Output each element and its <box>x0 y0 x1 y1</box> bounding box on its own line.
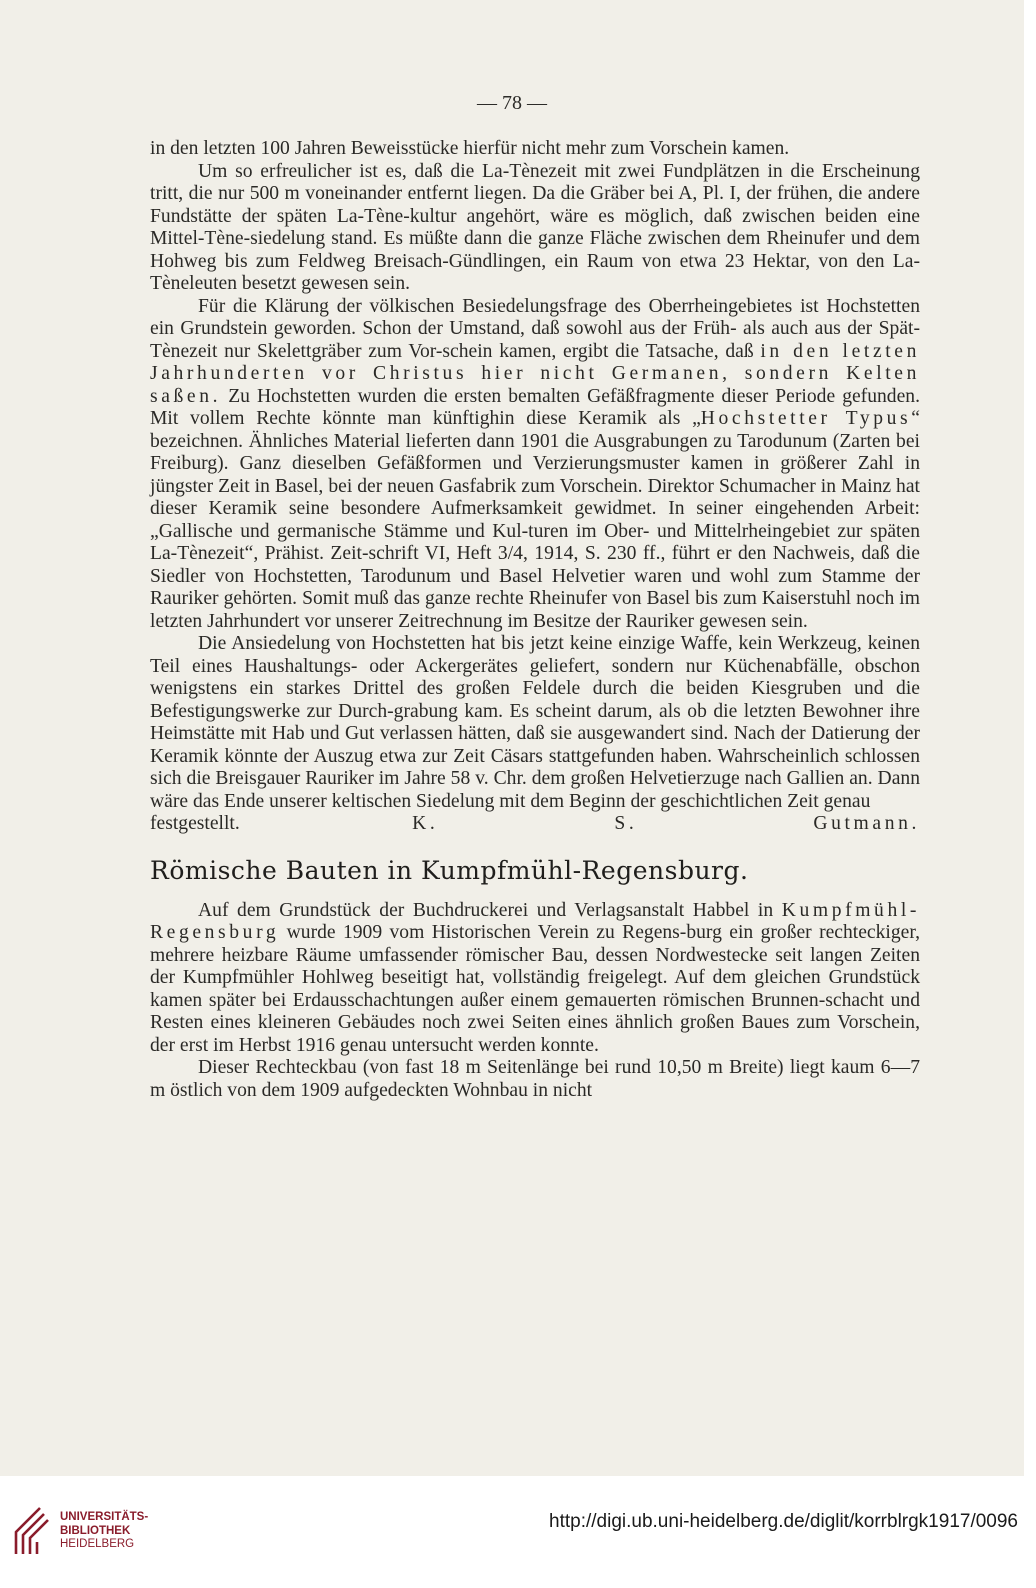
author-signature: K. S. Gutmann. <box>412 813 920 834</box>
paragraph-5-part2: wurde 1909 vom Historischen Verein zu Regens-burg ein großer rechteckiger, mehrere heizbare Räume umfassender römischer Bau, dessen Nordwestecke seit langen Zeiten der Kumpfmühler Hohlweg beseitigt hat, vollständig freigelegt. Auf dem gleichen Grundstück kamen später bei Erdausschachtungen außer einem gemauerten römischen Brunnen-schacht und Resten eines kleineren Gebäudes noch zwei Seiten eines ähnlich großen Baues zum Vorschein, der erst im Herbst 1916 genau untersucht werden konnte. <box>150 922 920 1056</box>
paragraph-2: Um so erfreulicher ist es, daß die La-Tènezeit mit zwei Fundplätzen in die Erscheinung tritt, die nur 500 m voneinander entfernt liegen. Da die Gräber bei A, Pl. I, der frühen, die andere Fundstätte der späten La-Tène-kultur angehört, wäre es möglich, daß zwischen beiden eine Mittel-Tène-siedelung stand. Es müßte dann die ganze Fläche zwischen dem Rheinufer und dem Hohweg bis zum Feldweg Breisach-Gündlingen, ein Raum von etwa 23 Hektar, von den La-Tèneleuten besetzt gewesen sein. <box>150 160 920 294</box>
paragraph-3 <box>150 296 920 634</box>
paragraph-3-part3: “ bezeichnen. Ähnliches Material lieferten dann 1901 die Ausgrabungen zu Tarodunum (Zarten bei Freiburg). Ganz dieselben Gefäßformen und Verzierungsmuster kamen in größerer Zahl in jüngster Zeit in Basel, bei der neuen Gasfabrik zum Vorschein. Direktor Schumacher in Mainz hat dieser Keramik seine besondere Aufmerksamkeit gewidmet. In seiner eingehenden Arbeit: „Gallische und germanische Stämme und Kul-turen im Ober- und Mittelrheingebiet zur späten La-Tènezeit“, Prähist. Zeit-schrift VI, Heft 3/4, 1914, S. 230 ff., führt er den Nachweis, daß die Siedler von Hochstetten, Tarodunum und Basel Helvetier waren und wohl zum Stamme der Rauriker gehörten. Somit muß das ganze rechte Rheinufer von Basel bis zum Kaiserstuhl noch im letzten Jahrhundert vor unserer Zeitrechnung im Besitze der Rauriker gewesen sein. <box>150 408 920 632</box>
library-logo-icon <box>10 1502 52 1558</box>
paragraph-5 <box>150 900 920 1058</box>
library-name-line: UNIVERSITÄTS- <box>60 1511 149 1523</box>
page-number: — 78 — <box>477 92 547 114</box>
library-name-line: HEIDELBERG <box>60 1538 135 1550</box>
article-body <box>150 138 920 1102</box>
signature-line <box>150 813 920 836</box>
spaced-place-name: Kumpfmühl-Regensburg <box>150 899 921 943</box>
spaced-emphasis: in den letzten Jahrhunderten vor Christus hier nicht Germanen, sondern Kelten saßen. <box>150 340 920 407</box>
paragraph-3-part1: Für die Klärung der völkischen Besiedelungsfrage des Oberrheingebietes ist Hochstetten ein Grundstein geworden. Schon der Umstand, daß sowohl aus der Früh- als auch aus der Spät-Tènezeit nur Skelettgräber zum Vor-schein kamen, ergibt die Tatsache, daß <box>150 295 920 362</box>
paragraph-3-part2: Zu Hochstetten wurden die ersten bemalten Gefäßfragmente dieser Periode gefunden. Mit vollem Rechte könnte man künftighin diese Keramik als „ <box>150 385 920 429</box>
paragraph-4-last-line: festgestellt. <box>150 813 240 834</box>
paragraph-4: Die Ansiedelung von Hochstetten hat bis jetzt keine einzige Waffe, kein Werkzeug, keinen Teil eines Haushaltungs- oder Ackergerätes geliefert, sondern nur Küchenabfälle, obschon wenigstens ein starkes Drittel des großen Feldele durch die beiden Kiesgruben und die Befestigungswerke zur Durch-grabung kam. Es scheint darum, als ob die letzten Bewohner ihre Heimstätte mit Hab und Gut verlassen hätten, daß sie ausgewandert sind. Nach der Datierung der Keramik könnte der Auszug etwa zur Zeit Cäsars stattgefunden haben. Wahrscheinlich schlossen sich die Breisgauer Rauriker im Jahre 58 v. Chr. dem großen Helvetierzuge nach Gallien an. Dann wäre das Ende unserer keltischen Siedelung mit dem Beginn der geschichtlichen Zeit genau <box>150 633 920 812</box>
source-url-link[interactable]: http://digi.ub.uni-heidelberg.de/diglit/korrblrgk1917/0096 <box>549 1511 1018 1532</box>
digitization-footer <box>0 1476 1036 1588</box>
spaced-emphasis: Hochstetter Typus <box>700 408 912 429</box>
paragraph-1: in den letzten 100 Jahren Beweisstücke hierfür nicht mehr zum Vorschein kamen. <box>150 138 790 159</box>
library-name-line: BIBLIOTHEK <box>60 1524 131 1537</box>
section-heading: Römische Bauten in Kumpfmühl-Regensburg. <box>150 855 749 885</box>
library-name <box>60 1511 148 1552</box>
paragraph-5-part1: Auf dem Grundstück der Buchdruckerei und Verlagsanstalt Habbel in <box>198 899 774 921</box>
paragraph-6: Dieser Rechteckbau (von fast 18 m Seitenlänge bei rund 10,50 m Breite) liegt kaum 6—7 m östlich von dem 1909 aufgedeckten Wohnbau in nicht <box>150 1057 920 1101</box>
